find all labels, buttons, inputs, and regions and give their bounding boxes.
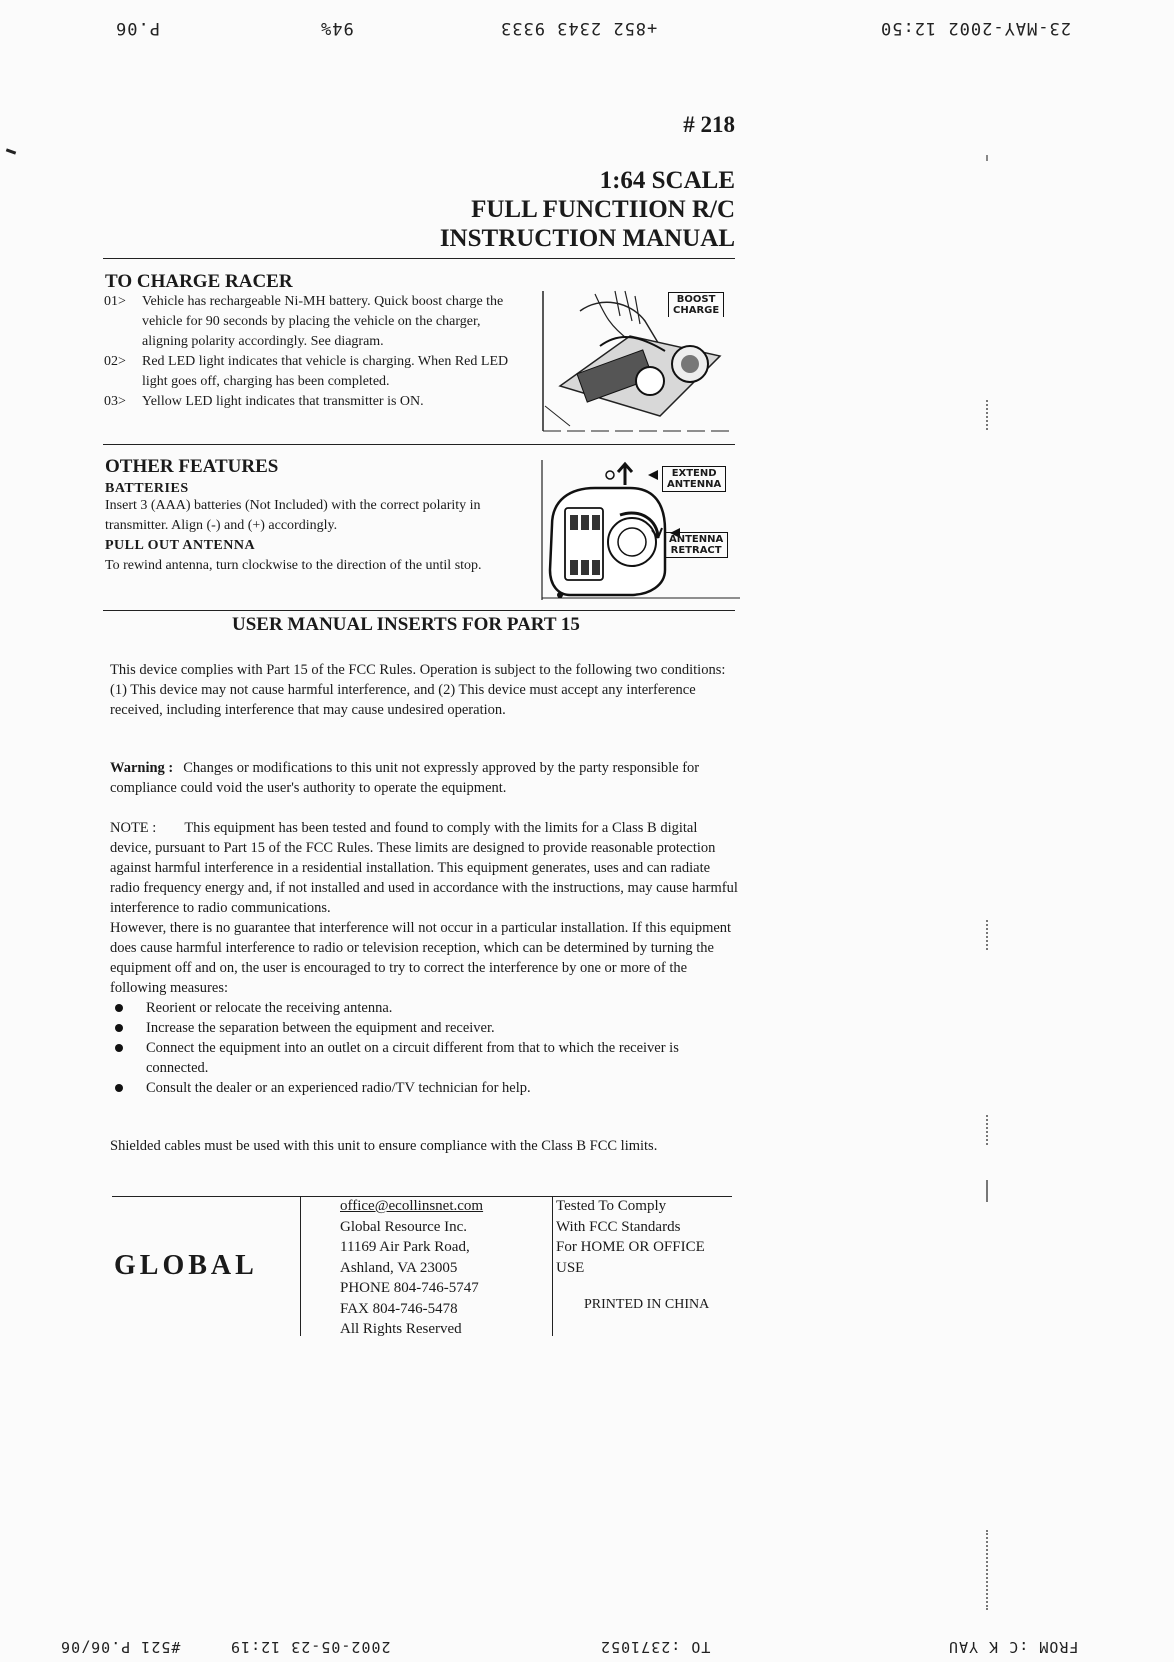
note-paragraph xyxy=(110,818,740,918)
measure-item xyxy=(110,1078,740,1098)
compliance-line: Tested To Comply xyxy=(556,1198,667,1214)
measure-text: Connect the equipment into an outlet on a circuit different from that to which the receiver is connected. xyxy=(146,1040,679,1076)
charge-item xyxy=(104,392,526,412)
charge-item xyxy=(104,352,526,392)
boost-label-line: BOOST xyxy=(676,294,716,305)
compliance-block xyxy=(556,1196,746,1278)
note-text: This equipment has been tested and found to comply with the limits for a Class B digital device, pursuant to Part 15 of the FCC Rules. These limits are designed to provide reasonable protection against harmful interference in a residential installation. This equipment generates, uses and can radiate radio frequency energy and, if not installed and used in accordance with the instructions, may cause harmful interference to radio communications. xyxy=(110,820,738,916)
global-logo: GLOBAL xyxy=(114,1250,258,1281)
measure-item xyxy=(110,998,740,1018)
extend-antenna-label xyxy=(662,466,726,492)
charger-diagram xyxy=(540,286,740,436)
title-line-manual: INSTRUCTION MANUAL xyxy=(439,225,735,252)
bullet-icon xyxy=(115,1024,123,1032)
fcc-note xyxy=(110,818,740,1098)
fax-page-number: P.06 xyxy=(115,18,160,38)
antenna-text: To rewind antenna, turn clockwise to the direction of the until stop. xyxy=(105,558,482,573)
compliance-line: For HOME OR OFFICE xyxy=(556,1239,705,1255)
scan-mark xyxy=(986,1115,990,1145)
charge-item xyxy=(104,292,526,352)
warning-text: Changes or modifications to this unit not expressly approved by the party responsible for compliance could void the user's authority to operate the equipment. xyxy=(110,760,700,796)
scan-mark xyxy=(986,400,990,430)
bullet-icon xyxy=(115,1004,123,1012)
fcc-warning xyxy=(110,758,735,798)
shielded-cables-note: Shielded cables must be used with this unit to ensure compliance with the Class B FCC limits. xyxy=(110,1138,658,1154)
title-line-scale: 1:64 SCALE xyxy=(599,167,735,194)
charge-label-line: CHARGE xyxy=(673,305,720,316)
fcc-heading: USER MANUAL INSERTS FOR PART 15 xyxy=(232,614,580,635)
compliance-line: USE xyxy=(556,1259,585,1276)
charge-list xyxy=(104,292,526,412)
contact-phone: PHONE 804-746-5747 xyxy=(340,1280,479,1296)
footer-divider-left xyxy=(300,1196,301,1336)
rule-title xyxy=(103,258,735,259)
fax-footer-page: #521 P.06/06 xyxy=(60,1638,181,1656)
batteries-heading: BATTERIES xyxy=(105,481,189,496)
fax-to: TO :2371052 xyxy=(600,1638,711,1656)
antenna-heading: PULL OUT ANTENNA xyxy=(105,538,256,553)
warning-label: Warning : xyxy=(110,760,174,776)
charge-item-text: Vehicle has rechargeable Ni-MH battery. Quick boost charge the vehicle for 90 seconds by placing the vehicle on the charger, aligning polarity accordingly. See diagram. xyxy=(142,294,504,349)
footer-divider-right xyxy=(552,1196,553,1336)
features-heading: OTHER FEATURES xyxy=(105,456,279,477)
measures-list xyxy=(110,998,740,1098)
document-title xyxy=(440,166,735,253)
fax-footer-datetime: 2002-05-23 12:19 xyxy=(230,1638,391,1656)
scan-mark xyxy=(986,155,988,161)
measure-text: Consult the dealer or an experienced radio/TV technician for help. xyxy=(146,1080,531,1096)
contact-rights: All Rights Reserved xyxy=(340,1321,462,1337)
measure-text: Increase the separation between the equipment and receiver. xyxy=(146,1020,495,1036)
charge-heading: TO CHARGE RACER xyxy=(105,271,293,292)
fax-datetime: 23-MAY-2002 12:50 xyxy=(880,18,1071,38)
measure-text: Reorient or relocate the receiving antenna. xyxy=(146,1000,393,1016)
rule-charge xyxy=(103,444,735,445)
contact-city: Ashland, VA 23005 xyxy=(340,1259,458,1276)
batteries-text: Insert 3 (AAA) batteries (Not Included) with the correct polarity in transmitter. Align (-) and (+) accordingly. xyxy=(105,498,481,533)
charge-item-num: 02> xyxy=(104,354,126,369)
extend-label-line: EXTEND xyxy=(671,468,717,479)
transmitter-diagram xyxy=(540,460,745,600)
note-label: NOTE : xyxy=(110,820,157,836)
scan-mark xyxy=(6,148,16,154)
scan-mark xyxy=(986,1180,990,1202)
fcc-para1: This device complies with Part 15 of the FCC Rules. Operation is subject to the following two conditions: (1) This device may not cause harmful interference, and (2) This device must accept any interference received, including interference that may cause undesired operation. xyxy=(110,662,726,718)
retract-label-line: RETRACT xyxy=(670,545,722,556)
contact-fax: FAX 804-746-5478 xyxy=(340,1300,458,1317)
bullet-icon xyxy=(115,1044,123,1052)
rule-features xyxy=(103,610,735,611)
contact-email-link[interactable]: office@ecollinsnet.com xyxy=(340,1198,484,1214)
however-text: However, there is no guarantee that interference will not occur in a particular installation. If this equipment does cause harmful interference to radio or television reception, which can be determined by turning the equipment off and on, the user is encouraged to try to correct the interference by one or more of the following measures: xyxy=(110,920,732,996)
compliance-line: With FCC Standards xyxy=(556,1218,681,1235)
measure-item xyxy=(110,1018,740,1038)
charge-item-text: Red LED light indicates that vehicle is charging. When Red LED light goes off, charging has been completed. xyxy=(142,354,509,389)
charge-item-num: 03> xyxy=(104,394,126,409)
contact-street: 11169 Air Park Road, xyxy=(340,1239,470,1255)
bullet-icon xyxy=(115,1084,123,1092)
antenna-label-line: ANTENNA xyxy=(667,479,722,490)
measure-item xyxy=(110,1038,740,1078)
antenna-retract-label xyxy=(664,532,728,558)
scan-mark xyxy=(986,920,990,950)
antenna-label-line: ANTENNA xyxy=(669,534,724,545)
printed-in-china: PRINTED IN CHINA xyxy=(584,1297,710,1312)
boost-charge-label xyxy=(668,292,724,317)
scan-mark xyxy=(986,1530,990,1610)
document-number: # 218 xyxy=(683,112,735,137)
fax-from: FROM :C K YAU xyxy=(948,1638,1079,1656)
contact-block xyxy=(340,1196,550,1340)
charge-item-text: Yellow LED light indicates that transmitter is ON. xyxy=(142,394,424,409)
title-line-function: FULL FUNCTIION R/C xyxy=(471,196,735,223)
fax-percent: 94% xyxy=(320,18,354,38)
fax-phone: +852 2343 9333 xyxy=(500,18,658,38)
contact-company: Global Resource Inc. xyxy=(340,1218,468,1235)
charge-item-num: 01> xyxy=(104,294,126,309)
